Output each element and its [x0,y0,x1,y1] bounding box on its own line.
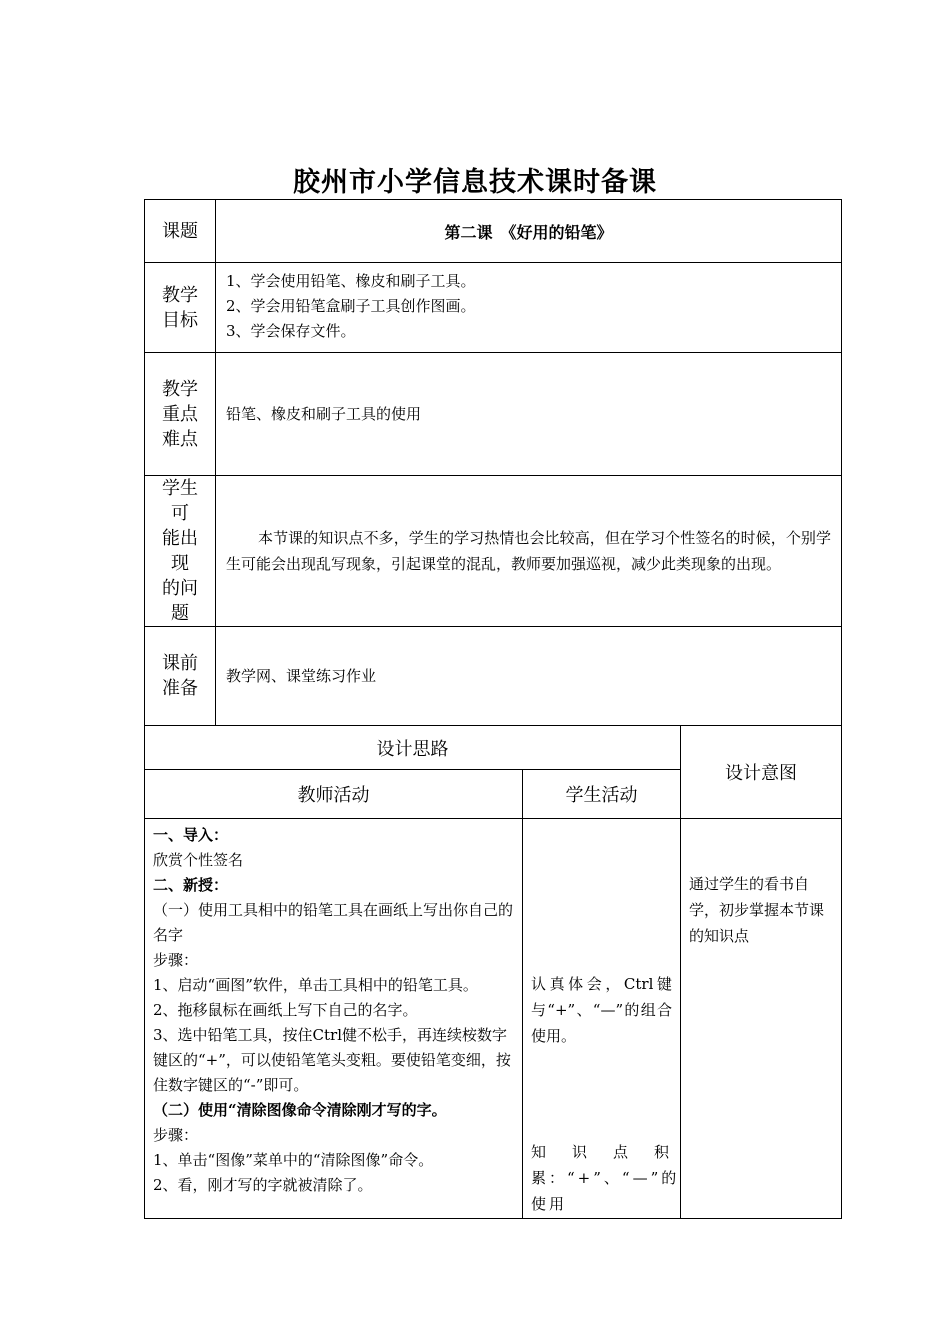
label-line: 学生 [162,478,198,499]
problems-value: 本节课的知识点不多，学生的学习热情也会比较高，但在学习个性签名的时候，个别学生可能会出现乱写现象，引起课堂的混乱，教师要加强巡视，减少此类现象的出现。 [216,476,842,627]
keypoints-label [145,353,216,476]
intent-header: 设计意图 [681,726,842,819]
section-heading: 一、导入： [153,826,229,844]
preparation-value: 教学网、课堂练习作业 [216,627,842,726]
text-line: 1、单击“图像”菜单中的“清除图像”命令。 [153,1151,434,1169]
teacher-activity [145,819,523,1219]
text-line: 3、选中铅笔工具，按住Ctrl健不松手，再连续桉数字键区的“+”，可以使铅笔笔头变粗。要使铅笔变细，按住数字键区的“-”即可。 [153,1026,511,1094]
label-line: 的问 [162,578,198,599]
preparation-row [145,627,842,726]
topic-label: 课题 [145,200,216,263]
label-line: 能出 [162,528,198,549]
label-line: 可 [171,503,189,524]
text-line: 2、拖移鼠标在画纸上写下自己的名字。 [153,1001,418,1019]
problems-row [145,476,842,627]
keypoints-row [145,353,842,476]
label-line: 难点 [162,428,198,450]
activity-row [145,819,842,1219]
design-table [144,725,842,1219]
student-note: 知识点积累：“+”、“—”的使用 [531,1143,680,1213]
label-line: 教学 [162,378,198,400]
design-header: 设计思路 [145,726,681,770]
text-line: 1、启动“画图”软件，单击工具相中的铅笔工具。 [153,976,478,994]
objectives-value [216,263,842,353]
text-line: 2、看，刚才写的字就被清除了。 [153,1176,373,1194]
text-line: 欣赏个性签名 [153,851,244,869]
section-heading: 二、新授： [153,876,229,894]
objective-item: 2、学会用铅笔盒刷子工具创作图画。 [226,297,476,315]
student-header: 学生活动 [523,770,681,819]
label-line: 课前 [162,653,198,674]
topic-value: 第二课 《好用的铅笔》 [216,200,842,263]
text-line: 步骤： [153,1126,199,1144]
objective-item: 3、学会保存文件。 [226,322,356,340]
topic-row [145,200,842,263]
problems-label [145,476,216,627]
objective-item: 1、学会使用铅笔、橡皮和刷子工具。 [226,272,476,290]
objectives-row [145,263,842,353]
label-line: 题 [171,603,189,624]
preparation-label [145,627,216,726]
objectives-label [145,263,216,353]
label-line: 现 [171,553,189,574]
student-note: 认真体会，Ctrl键与“+”、“—”的组合使用。 [531,975,672,1045]
label-line: 重点 [162,403,198,425]
page-title: 胶州市小学信息技术课时备课 [293,167,657,198]
text-line: （一）使用工具相中的铅笔工具在画纸上写出你自己的名字 [153,901,514,944]
keypoints-value: 铅笔、橡皮和刷子工具的使用 [216,353,842,476]
label-line: 目标 [162,309,198,331]
design-intent: 通过学生的看书自学，初步掌握本节课的知识点 [681,819,842,1219]
student-activity [523,819,681,1219]
text-line: 步骤： [153,951,199,969]
label-line: 准备 [162,678,198,699]
teacher-header: 教师活动 [145,770,523,819]
label-line: 教学 [162,284,198,306]
lesson-info-table [144,199,842,726]
section-heading: （二）使用“清除图像命令清除刚才写的字。 [153,1101,447,1119]
design-header-row [145,726,842,770]
